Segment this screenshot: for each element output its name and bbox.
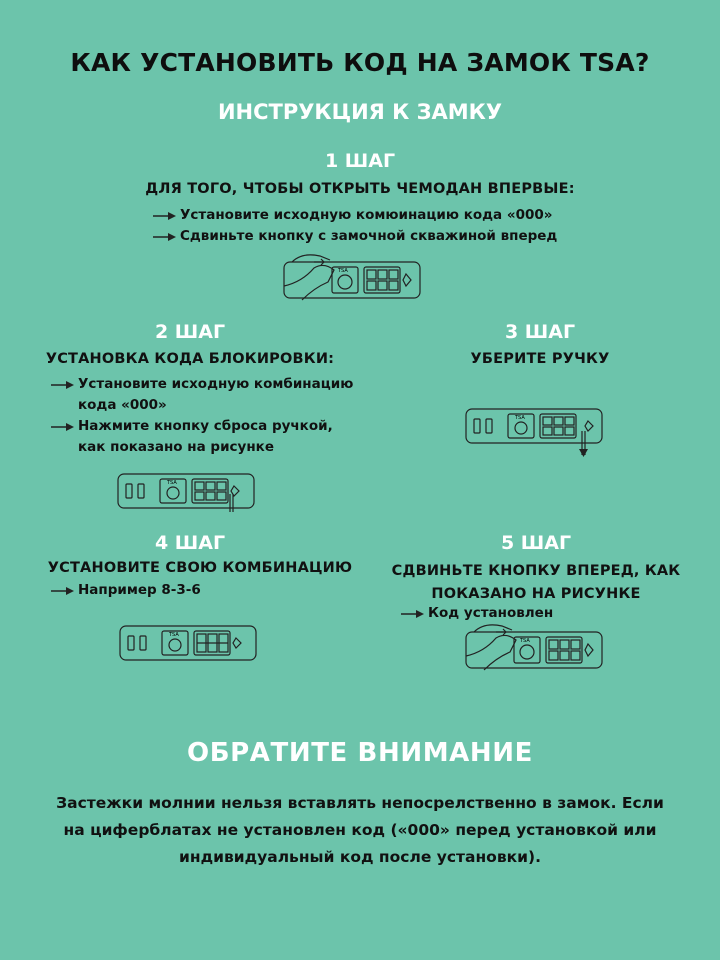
step2-bullets xyxy=(50,374,380,458)
arrow-right-icon xyxy=(50,580,78,596)
step5-heading: 5 ШАГ xyxy=(500,532,572,554)
lock-tsa-label: TSA xyxy=(167,480,177,486)
step1-bullets xyxy=(152,205,572,247)
page-title: КАК УСТАНОВИТЬ КОД НА ЗАМОК TSA? xyxy=(70,48,650,77)
arrow-right-icon xyxy=(152,226,180,242)
step4-heading: 4 ШАГ xyxy=(154,532,226,554)
step3-heading: 3 ШАГ xyxy=(504,321,576,343)
lock-illustration-step4 xyxy=(118,622,258,664)
arrow-right-icon xyxy=(50,374,78,390)
step1-text: ДЛЯ ТОГО, ЧТОБЫ ОТКРЫТЬ ЧЕМОДАН ВПЕРВЫЕ: xyxy=(145,181,575,197)
step2-heading: 2 ШАГ xyxy=(154,321,226,343)
lock-tsa-label: TSA xyxy=(338,268,348,274)
step4-text: УСТАНОВИТЕ СВОЮ КОМБИНАЦИЮ xyxy=(47,560,353,576)
arrow-right-icon xyxy=(400,603,428,619)
list-item: Сдвиньте кнопку с замочной скважиной вперед xyxy=(152,226,572,247)
step5-text: СДВИНЬТЕ КНОПКУ ВПЕРЕД, КАК ПОКАЗАНО НА РИСУНКЕ xyxy=(391,563,681,602)
step3-text: УБЕРИТЕ РУЧКУ xyxy=(470,351,610,367)
arrow-right-icon xyxy=(152,205,180,221)
step2-text: УСТАНОВКА КОДА БЛОКИРОВКИ: xyxy=(45,351,335,367)
lock-tsa-label: TSA xyxy=(520,638,530,644)
step5-bullets xyxy=(400,603,690,624)
list-item: Установите исходную комбинацию кода «000» xyxy=(50,374,380,416)
list-item: Код установлен xyxy=(400,603,690,624)
lock-illustration-step2 xyxy=(116,470,256,515)
lock-tsa-label: TSA xyxy=(515,415,525,421)
page-subtitle: ИНСТРУКЦИЯ К ЗАМКУ xyxy=(217,100,503,124)
lock-illustration-step1 xyxy=(280,252,425,304)
lock-illustration-step5 xyxy=(462,622,607,674)
step4-bullets xyxy=(50,580,350,601)
list-item: Установите исходную комюинацию кода «000» xyxy=(152,205,572,226)
list-item: Нажмите кнопку сброса ручкой, как показано на рисунке xyxy=(50,416,380,458)
note-heading: ОБРАТИТЕ ВНИМАНИЕ xyxy=(187,738,533,768)
step1-heading: 1 ШАГ xyxy=(324,150,396,172)
list-item: Например 8-3-6 xyxy=(50,580,350,601)
lock-tsa-label: TSA xyxy=(169,632,179,638)
lock-illustration-step3 xyxy=(464,405,604,463)
note-text: Застежки молнии нельзя вставлять непосрелственно в замок. Если на циферблатах не установлен код («000» перед установкой или индивидуальный код после установки). xyxy=(56,794,664,866)
arrow-right-icon xyxy=(50,416,78,432)
